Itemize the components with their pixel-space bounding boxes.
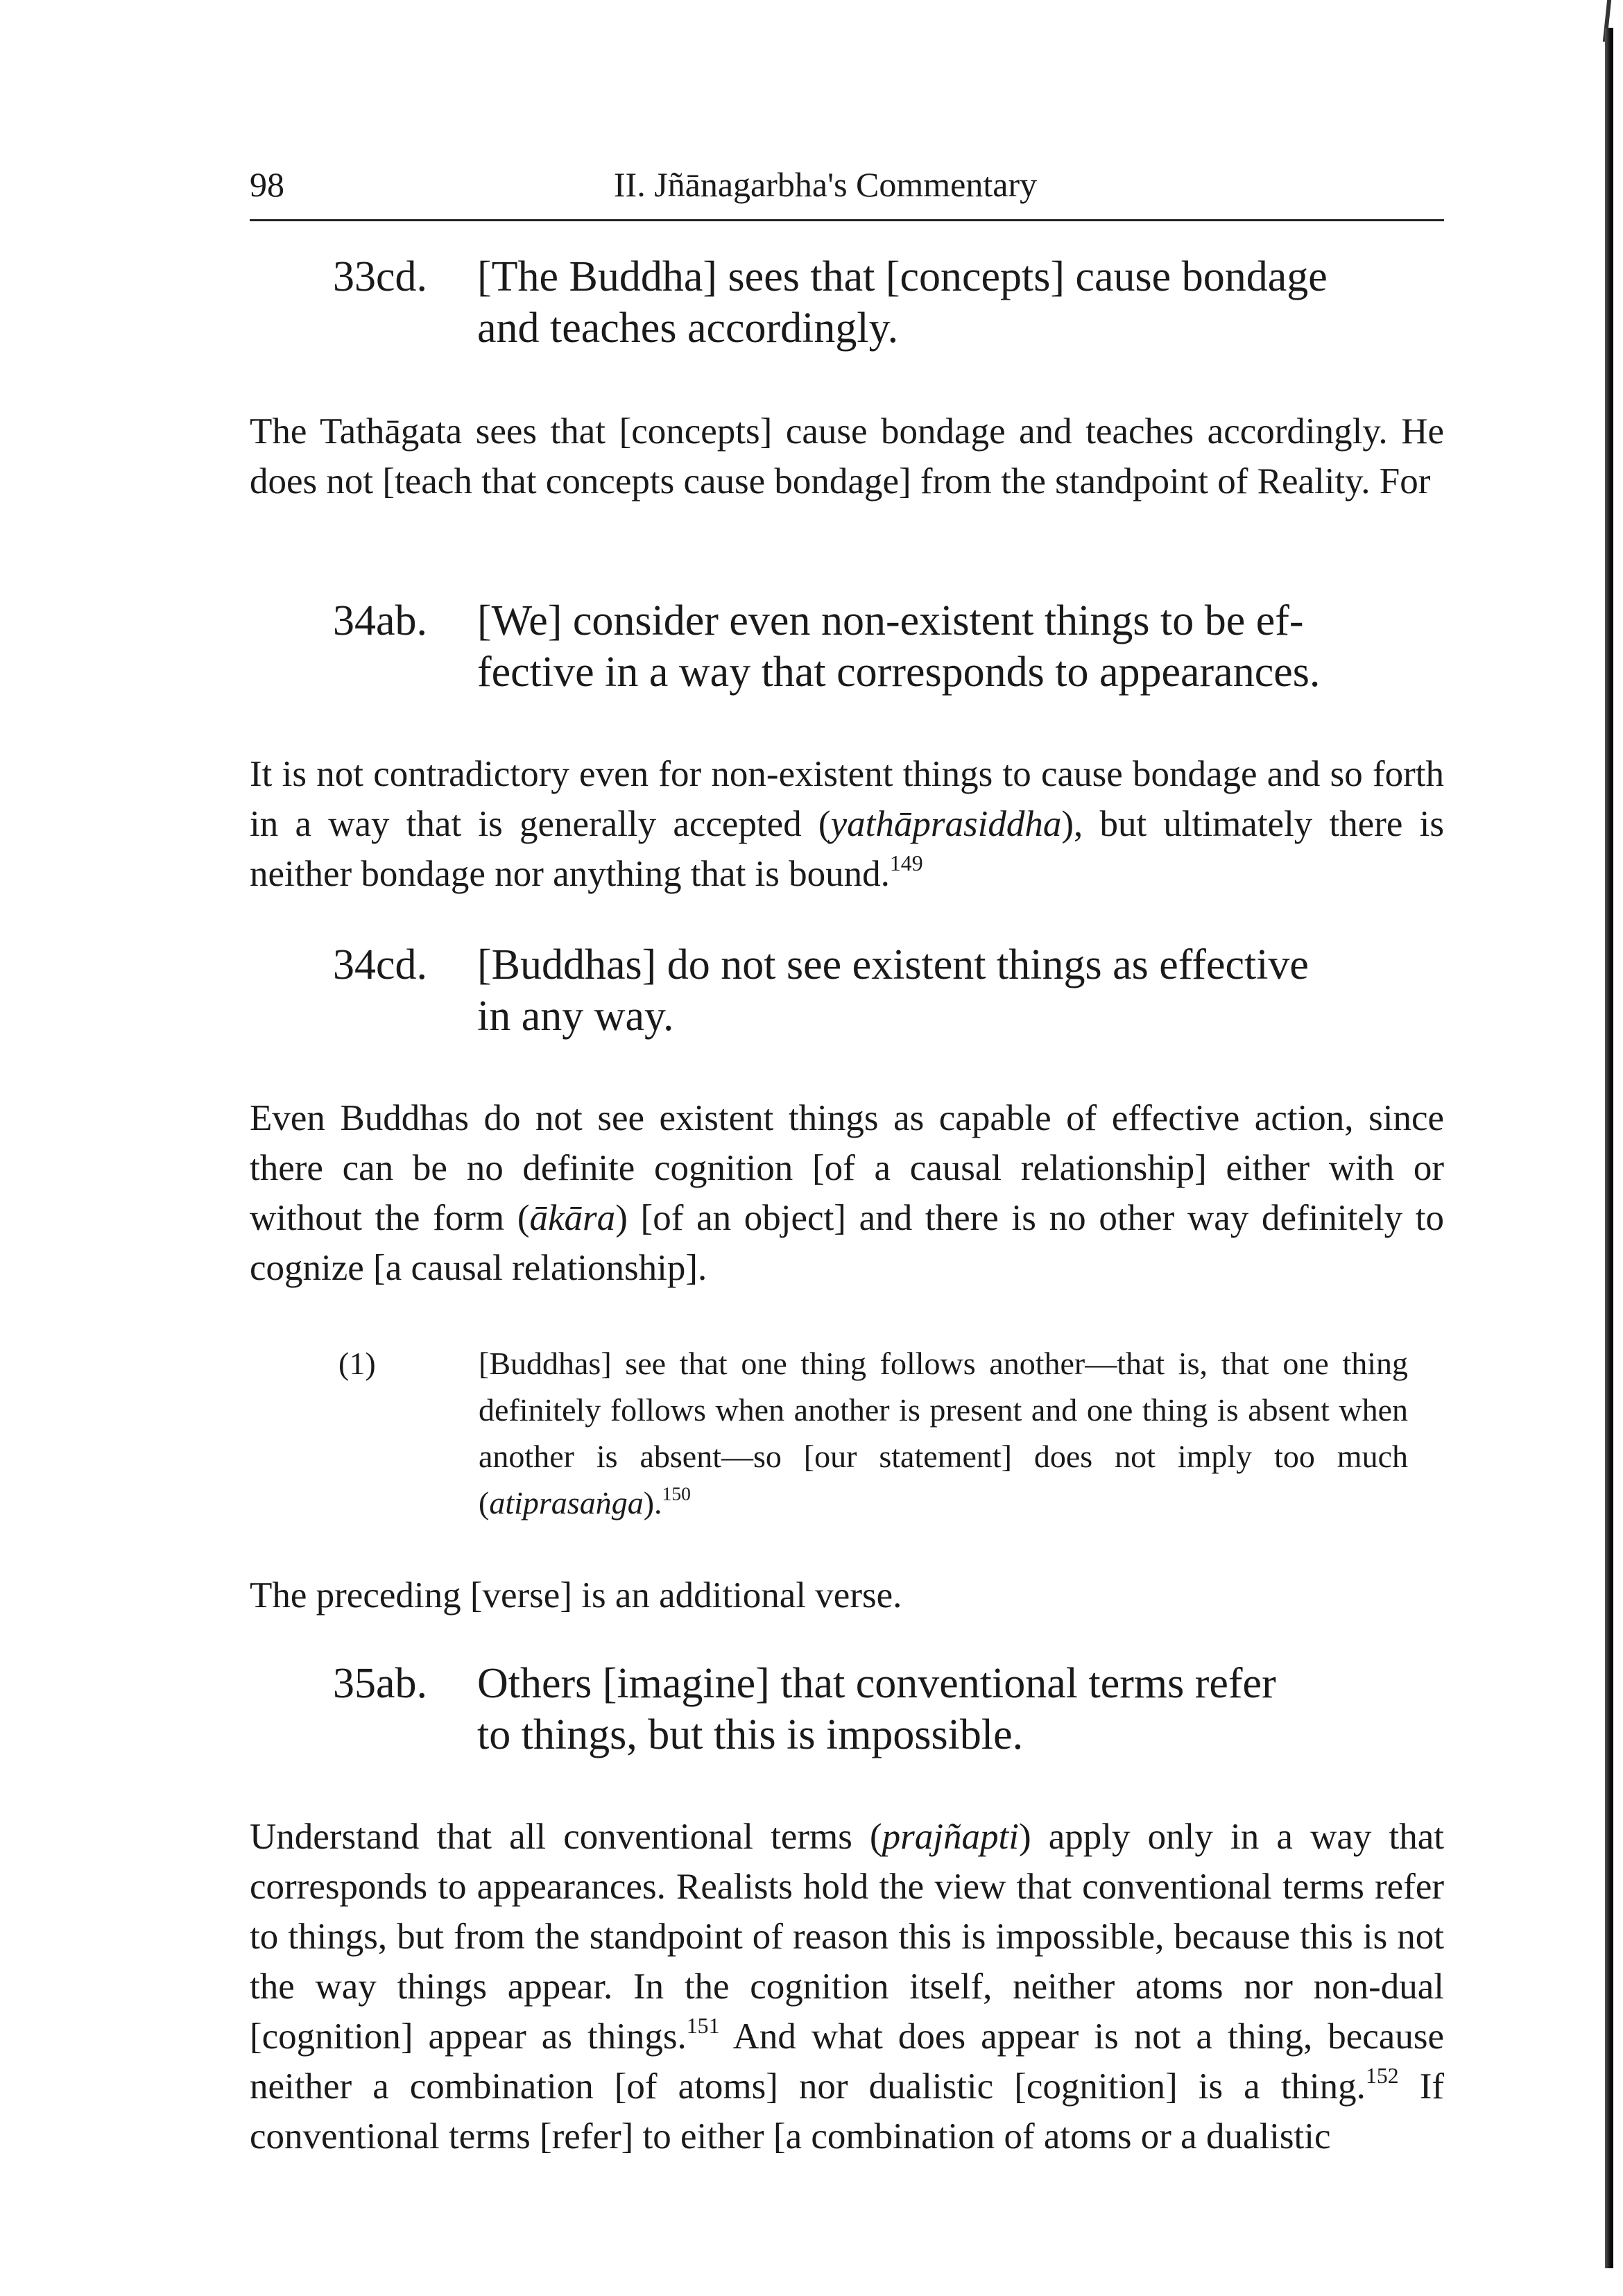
footnote-ref: 152 bbox=[1365, 2063, 1399, 2088]
verse-text bbox=[477, 1658, 1420, 1760]
paragraph-text: ) [of an object] and there is no other way definitely to cognize [a causal relationship]. bbox=[250, 1198, 1445, 1288]
verse-line: [Buddhas] do not see existent things as effective bbox=[477, 941, 1309, 988]
paragraph-text: Understand that all conventional terms ( bbox=[250, 1817, 882, 1857]
commentary-paragraph-5 bbox=[250, 1812, 1444, 2161]
verse-line: Others [imagine] that conventional terms refer bbox=[477, 1660, 1276, 1707]
note-body: [Buddhas] see that one thing follows another—that is, that one thing definitely follows when another is present and one thing is absent when another is absent—so [our statement] does not imply too much ( bbox=[479, 1346, 1408, 1520]
verse-number: 33cd. bbox=[333, 253, 428, 300]
paragraph-text: ), but ultimately there is neither bondage nor anything that is bound. bbox=[250, 804, 1445, 894]
page-edge-shadow bbox=[1605, 28, 1613, 2268]
sanskrit-term: yathāprasiddha bbox=[830, 804, 1062, 844]
verse-line: to things, but this is impossible. bbox=[477, 1711, 1024, 1758]
paragraph-text: And what does appear is not a thing, because neither a combination [of atoms] nor dualistic [cognition] is a thing. bbox=[250, 2016, 1444, 2107]
commentary-paragraph-2 bbox=[250, 749, 1444, 899]
paragraph-text: It is not contradictory even for non-existent things to cause bondage and so forth in a way that is generally accepted ( bbox=[250, 754, 1444, 844]
verse-text bbox=[477, 251, 1420, 354]
verse-line: [The Buddha] sees that [concepts] cause bondage bbox=[477, 253, 1328, 300]
sanskrit-term: prajñapti bbox=[882, 1817, 1019, 1857]
sanskrit-term: ākāra bbox=[529, 1198, 616, 1238]
commentary-paragraph-4: The preceding [verse] is an additional verse. bbox=[250, 1575, 902, 1616]
note-number: (1) bbox=[338, 1346, 376, 1381]
note-body: ). bbox=[643, 1485, 662, 1520]
verse-number: 35ab. bbox=[333, 1660, 428, 1707]
footnote-ref: 150 bbox=[662, 1482, 691, 1505]
footnote-ref: 151 bbox=[686, 2013, 720, 2038]
running-title: II. Jñānagarbha's Commentary bbox=[613, 165, 1038, 204]
verse-text bbox=[477, 939, 1420, 1042]
verse-number: 34cd. bbox=[333, 941, 428, 988]
paragraph-text: ) apply only in a way that corresponds to appearances. Realists hold the view that conventional terms refer to things, but from the standpoint of reason this is impossible, because this is not the way things appear. In the cognition itself, neither atoms nor non-dual [cognition] appear as things. bbox=[250, 1817, 1444, 2057]
verse-line: and teaches accordingly. bbox=[477, 305, 899, 352]
verse-line: [We] consider even non-existent things to be ef- bbox=[477, 597, 1304, 644]
verse-line: in any way. bbox=[477, 993, 674, 1040]
sanskrit-term: atiprasaṅga bbox=[489, 1485, 644, 1520]
running-head bbox=[250, 164, 1444, 221]
note-text bbox=[479, 1340, 1408, 1526]
verse-line: fective in a way that corresponds to appearances. bbox=[477, 649, 1321, 696]
paragraph-text: If conventional terms [refer] to either [a combination of atoms or a dualistic bbox=[250, 2066, 1444, 2157]
paragraph-text: Even Buddhas do not see existent things as capable of effective action, since there can be no definite cognition [of a causal relationship] either with or without the form ( bbox=[250, 1098, 1444, 1238]
verse-text bbox=[477, 595, 1420, 698]
page-number: 98 bbox=[250, 165, 284, 204]
commentary-paragraph-3 bbox=[250, 1093, 1444, 1293]
footnote-ref: 149 bbox=[889, 850, 923, 875]
verse-number: 34ab. bbox=[333, 597, 428, 644]
commentary-paragraph-1: The Tathāgata sees that [concepts] cause bondage and teaches accordingly. He does not [teach that concepts cause bondage] from the standpoint of Reality. For bbox=[250, 411, 1444, 502]
